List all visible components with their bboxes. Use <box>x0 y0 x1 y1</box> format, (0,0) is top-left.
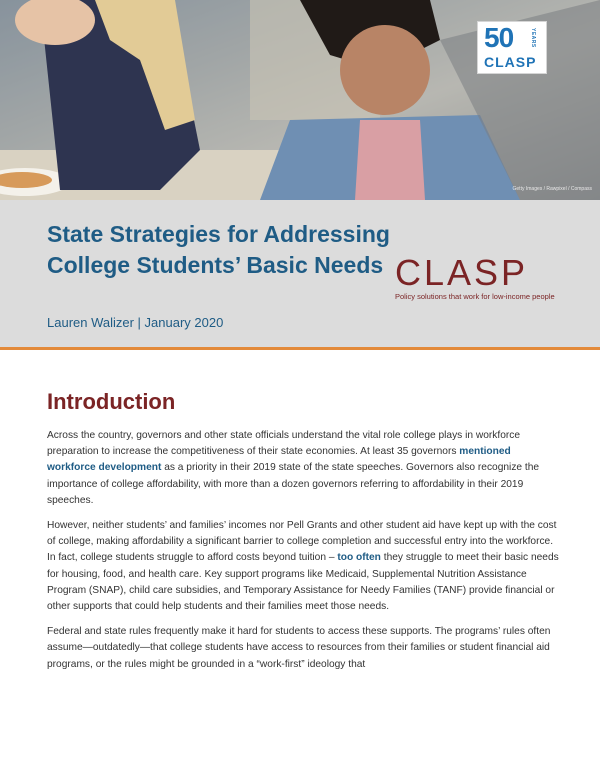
report-title: State Strategies for Addressing College Students’ Basic Needs <box>47 221 390 278</box>
paragraph-2 <box>47 518 562 615</box>
paragraph-3: Federal and state rules frequently make it hard for students to access these supports. The programs’ rules often assume—outdatedly—that college students have access to resources from their families or student financial aid programs, or the rules might be grounded in a “work-first” ideology that <box>47 626 551 670</box>
clasp-logo: CLASP <box>395 252 529 293</box>
badge-wordmark: CLASP <box>484 54 537 70</box>
workforce-development-link[interactable]: mentioned workforce development <box>47 446 511 474</box>
badge-years: YEARS <box>530 28 536 48</box>
paragraph-2-text-a: However, neither students’ and families’ incomes nor Pell Grants and other student aid have kept up with the cost of college, making affordability a significant barrier to college completion and successful entry into the workforce. In fact, college students struggle to afford costs beyond tuition – <box>47 520 557 564</box>
paragraph-2-text-b: they struggle to meet their basic needs for housing, food, and health care. Key support programs like Medicaid, Supplemental Nutrition Assistance Program (SNAP), child care subsidies, and Temporary Assistance for Needy Families (TANF) provide financial or other supports that could help students and their families meet those needs. <box>47 552 559 613</box>
badge-number: 50 <box>484 22 514 53</box>
paragraph-1-text-a: Across the country, governors and other state officials understand the vital role college plays in workforce preparation to increase the competitiveness of their state economies. At least 35 governors <box>47 430 521 458</box>
photo-credit: Getty Images / Rawpixel / Compass <box>512 186 592 192</box>
section-heading: Introduction <box>47 389 176 414</box>
body-text <box>47 428 562 682</box>
author-date: Lauren Walizer | January 2020 <box>47 315 224 330</box>
too-often-link[interactable]: too often <box>337 552 381 564</box>
anniversary-badge <box>477 21 547 74</box>
orange-divider <box>0 347 600 350</box>
paragraph-1 <box>47 428 562 509</box>
paragraph-1-text-b: as a priority in their 2019 state of the state speeches. Governors also recognize the importance of college affordability, with more than a dozen governors referring to affordability in their 2019 speeches. <box>47 462 540 506</box>
clasp-tagline: Policy solutions that work for low-income people <box>395 292 555 301</box>
